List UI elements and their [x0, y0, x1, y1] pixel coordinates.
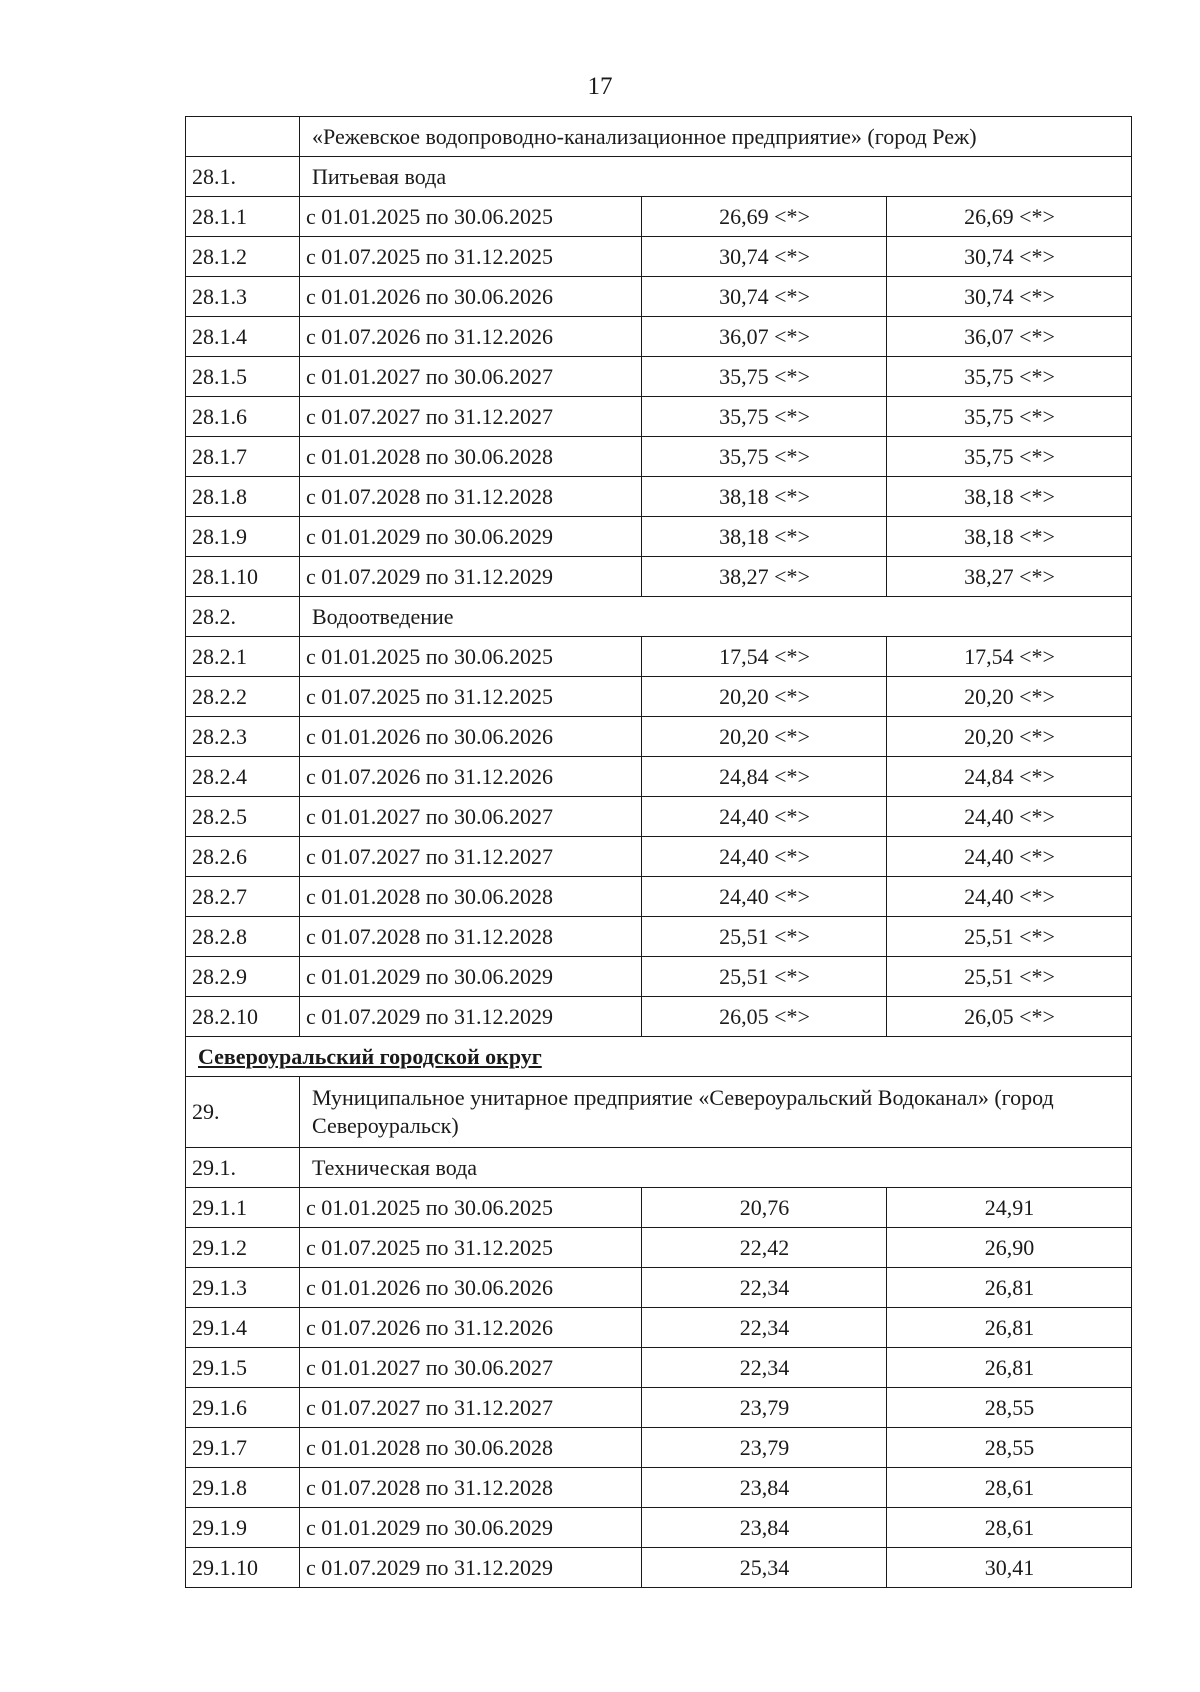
row-period: с 01.01.2028 по 30.06.2028 — [300, 1428, 642, 1468]
table-row — [186, 797, 1132, 837]
table-row — [186, 637, 1132, 677]
tariff-table — [185, 116, 1132, 1588]
row-number: 28.1.1 — [186, 197, 300, 237]
table-row — [186, 1428, 1132, 1468]
row-value-2: 26,05 <*> — [887, 997, 1132, 1037]
table-row — [186, 557, 1132, 597]
table-row — [186, 1548, 1132, 1588]
row-value-1: 35,75 <*> — [642, 397, 887, 437]
row-value-1: 20,20 <*> — [642, 677, 887, 717]
row-number: 28.2.1 — [186, 637, 300, 677]
group-number: 29.1. — [186, 1148, 300, 1188]
org-header-row — [186, 1077, 1132, 1148]
table-row — [186, 997, 1132, 1037]
row-number: 28.1.7 — [186, 437, 300, 477]
row-period: с 01.01.2025 по 30.06.2025 — [300, 197, 642, 237]
row-number: 28.2.7 — [186, 877, 300, 917]
row-number: 29.1.6 — [186, 1388, 300, 1428]
row-value-2: 25,51 <*> — [887, 917, 1132, 957]
row-number: 28.2.3 — [186, 717, 300, 757]
row-value-1: 22,42 — [642, 1228, 887, 1268]
row-period: с 01.01.2026 по 30.06.2026 — [300, 717, 642, 757]
row-period: с 01.07.2026 по 31.12.2026 — [300, 317, 642, 357]
table-row — [186, 397, 1132, 437]
row-number: 29.1.2 — [186, 1228, 300, 1268]
table-row — [186, 1388, 1132, 1428]
row-value-2: 35,75 <*> — [887, 397, 1132, 437]
table-row — [186, 717, 1132, 757]
row-value-1: 26,05 <*> — [642, 997, 887, 1037]
row-value-1: 22,34 — [642, 1308, 887, 1348]
org-number: 29. — [186, 1077, 300, 1148]
row-value-1: 35,75 <*> — [642, 437, 887, 477]
row-number: 29.1.5 — [186, 1348, 300, 1388]
row-value-2: 28,55 — [887, 1428, 1132, 1468]
row-value-1: 25,51 <*> — [642, 917, 887, 957]
row-period: с 01.01.2029 по 30.06.2029 — [300, 517, 642, 557]
row-period: с 01.07.2025 по 31.12.2025 — [300, 237, 642, 277]
row-number: 28.1.2 — [186, 237, 300, 277]
row-period: с 01.07.2025 по 31.12.2025 — [300, 677, 642, 717]
row-period: с 01.07.2028 по 31.12.2028 — [300, 1468, 642, 1508]
row-number: 28.2.10 — [186, 997, 300, 1037]
table-row — [186, 477, 1132, 517]
row-value-2: 28,61 — [887, 1468, 1132, 1508]
row-value-1: 38,27 <*> — [642, 557, 887, 597]
table-row — [186, 957, 1132, 997]
row-period: с 01.01.2027 по 30.06.2027 — [300, 797, 642, 837]
row-value-2: 26,81 — [887, 1308, 1132, 1348]
row-value-1: 26,69 <*> — [642, 197, 887, 237]
row-period: с 01.07.2025 по 31.12.2025 — [300, 1228, 642, 1268]
row-value-2: 26,69 <*> — [887, 197, 1132, 237]
table-row — [186, 277, 1132, 317]
row-value-2: 25,51 <*> — [887, 957, 1132, 997]
row-value-1: 23,84 — [642, 1508, 887, 1548]
row-period: с 01.01.2027 по 30.06.2027 — [300, 357, 642, 397]
org-name: «Режевское водопроводно-канализационное предприятие» (город Реж) — [300, 117, 1132, 157]
table-row — [186, 1308, 1132, 1348]
row-number: 29.1.1 — [186, 1188, 300, 1228]
table-row — [186, 677, 1132, 717]
row-value-2: 28,55 — [887, 1388, 1132, 1428]
row-value-1: 17,54 <*> — [642, 637, 887, 677]
row-period: с 01.07.2028 по 31.12.2028 — [300, 917, 642, 957]
row-value-1: 30,74 <*> — [642, 237, 887, 277]
row-value-1: 22,34 — [642, 1268, 887, 1308]
group-number: 28.2. — [186, 597, 300, 637]
row-period: с 01.01.2026 по 30.06.2026 — [300, 1268, 642, 1308]
row-period: с 01.07.2028 по 31.12.2028 — [300, 477, 642, 517]
row-value-2: 38,18 <*> — [887, 477, 1132, 517]
row-number: 29.1.4 — [186, 1308, 300, 1348]
row-value-2: 26,81 — [887, 1348, 1132, 1388]
group-header-row — [186, 157, 1132, 197]
row-period: с 01.01.2025 по 30.06.2025 — [300, 637, 642, 677]
row-period: с 01.07.2029 по 31.12.2029 — [300, 997, 642, 1037]
row-number: 29.1.10 — [186, 1548, 300, 1588]
table-row — [186, 1188, 1132, 1228]
row-value-2: 24,40 <*> — [887, 797, 1132, 837]
row-value-2: 30,41 — [887, 1548, 1132, 1588]
row-value-2: 24,40 <*> — [887, 837, 1132, 877]
row-value-1: 24,40 <*> — [642, 837, 887, 877]
table-row — [186, 1228, 1132, 1268]
group-number: 28.1. — [186, 157, 300, 197]
row-number: 28.2.4 — [186, 757, 300, 797]
row-value-1: 24,40 <*> — [642, 797, 887, 837]
row-number: 28.2.8 — [186, 917, 300, 957]
table-row — [186, 357, 1132, 397]
row-value-2: 30,74 <*> — [887, 277, 1132, 317]
row-value-1: 23,84 — [642, 1468, 887, 1508]
row-value-1: 24,40 <*> — [642, 877, 887, 917]
row-period: с 01.01.2026 по 30.06.2026 — [300, 277, 642, 317]
row-value-2: 26,81 — [887, 1268, 1132, 1308]
row-value-2: 35,75 <*> — [887, 357, 1132, 397]
row-value-1: 20,20 <*> — [642, 717, 887, 757]
row-value-2: 28,61 — [887, 1508, 1132, 1548]
row-period: с 01.01.2028 по 30.06.2028 — [300, 437, 642, 477]
row-period: с 01.07.2027 по 31.12.2027 — [300, 837, 642, 877]
row-number: 28.1.5 — [186, 357, 300, 397]
row-period: с 01.07.2027 по 31.12.2027 — [300, 397, 642, 437]
row-value-1: 36,07 <*> — [642, 317, 887, 357]
row-number: 28.1.8 — [186, 477, 300, 517]
row-value-2: 24,40 <*> — [887, 877, 1132, 917]
row-value-1: 35,75 <*> — [642, 357, 887, 397]
row-period: с 01.07.2026 по 31.12.2026 — [300, 757, 642, 797]
group-title: Техническая вода — [300, 1148, 1132, 1188]
row-period: с 01.01.2027 по 30.06.2027 — [300, 1348, 642, 1388]
row-value-2: 24,91 — [887, 1188, 1132, 1228]
table-row — [186, 917, 1132, 957]
row-value-2: 38,27 <*> — [887, 557, 1132, 597]
table-row — [186, 197, 1132, 237]
row-number: 28.1.4 — [186, 317, 300, 357]
row-value-2: 38,18 <*> — [887, 517, 1132, 557]
row-value-1: 38,18 <*> — [642, 517, 887, 557]
row-period: с 01.01.2028 по 30.06.2028 — [300, 877, 642, 917]
group-header-row — [186, 597, 1132, 637]
row-period: с 01.07.2026 по 31.12.2026 — [300, 1308, 642, 1348]
row-value-2: 35,75 <*> — [887, 437, 1132, 477]
org-number-cell — [186, 117, 300, 157]
district-name: Североуральский городской округ — [186, 1037, 1132, 1077]
row-number: 28.2.2 — [186, 677, 300, 717]
table-row — [186, 877, 1132, 917]
table-row — [186, 837, 1132, 877]
row-period: с 01.01.2029 по 30.06.2029 — [300, 1508, 642, 1548]
row-value-2: 30,74 <*> — [887, 237, 1132, 277]
row-number: 28.2.6 — [186, 837, 300, 877]
row-value-2: 20,20 <*> — [887, 677, 1132, 717]
row-number: 29.1.8 — [186, 1468, 300, 1508]
row-period: с 01.07.2027 по 31.12.2027 — [300, 1388, 642, 1428]
row-number: 29.1.7 — [186, 1428, 300, 1468]
row-number: 28.1.6 — [186, 397, 300, 437]
row-period: с 01.01.2025 по 30.06.2025 — [300, 1188, 642, 1228]
table-row — [186, 1268, 1132, 1308]
table-row — [186, 1468, 1132, 1508]
table-row — [186, 237, 1132, 277]
row-value-2: 17,54 <*> — [887, 637, 1132, 677]
table-row — [186, 437, 1132, 477]
row-number: 29.1.3 — [186, 1268, 300, 1308]
row-value-1: 38,18 <*> — [642, 477, 887, 517]
row-value-2: 26,90 — [887, 1228, 1132, 1268]
table-row — [186, 517, 1132, 557]
row-value-2: 36,07 <*> — [887, 317, 1132, 357]
row-value-1: 25,51 <*> — [642, 957, 887, 997]
table-row — [186, 757, 1132, 797]
table-row — [186, 317, 1132, 357]
row-number: 28.2.5 — [186, 797, 300, 837]
org-name: Муниципальное унитарное предприятие «Североуральский Водоканал» (город Североуральск) — [300, 1077, 1132, 1148]
row-value-2: 20,20 <*> — [887, 717, 1132, 757]
org-header-row — [186, 117, 1132, 157]
group-title: Водоотведение — [300, 597, 1132, 637]
tariff-table-body — [186, 117, 1132, 1588]
page-number: 17 — [587, 73, 613, 100]
row-number: 28.1.9 — [186, 517, 300, 557]
row-value-1: 24,84 <*> — [642, 757, 887, 797]
row-number: 29.1.9 — [186, 1508, 300, 1548]
row-value-1: 23,79 — [642, 1388, 887, 1428]
row-number: 28.2.9 — [186, 957, 300, 997]
row-value-1: 22,34 — [642, 1348, 887, 1388]
row-number: 28.1.3 — [186, 277, 300, 317]
row-value-2: 24,84 <*> — [887, 757, 1132, 797]
row-number: 28.1.10 — [186, 557, 300, 597]
row-value-1: 20,76 — [642, 1188, 887, 1228]
row-period: с 01.01.2029 по 30.06.2029 — [300, 957, 642, 997]
row-value-1: 30,74 <*> — [642, 277, 887, 317]
row-value-1: 25,34 — [642, 1548, 887, 1588]
table-row — [186, 1508, 1132, 1548]
group-title: Питьевая вода — [300, 157, 1132, 197]
table-row — [186, 1348, 1132, 1388]
row-value-1: 23,79 — [642, 1428, 887, 1468]
district-row — [186, 1037, 1132, 1077]
row-period: с 01.07.2029 по 31.12.2029 — [300, 1548, 642, 1588]
group-header-row — [186, 1148, 1132, 1188]
row-period: с 01.07.2029 по 31.12.2029 — [300, 557, 642, 597]
